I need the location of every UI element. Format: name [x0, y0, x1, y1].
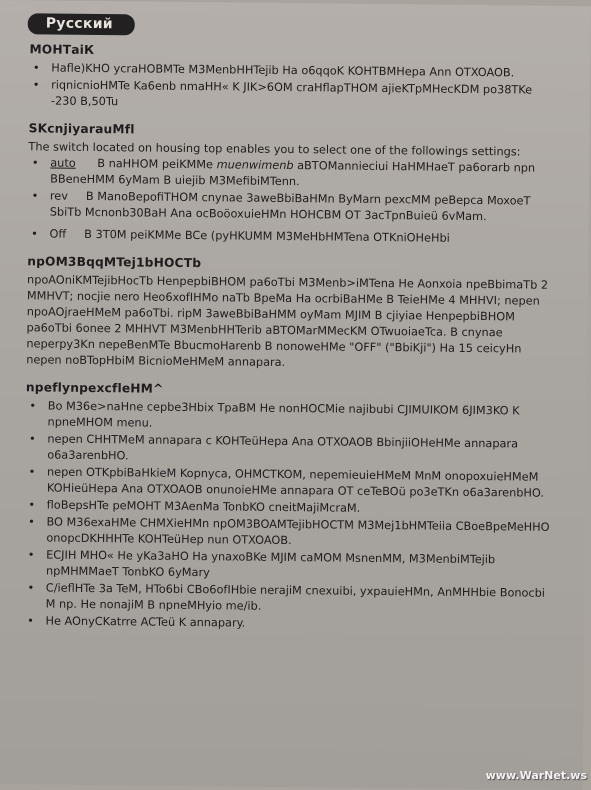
- mode-label: rev: [49, 189, 69, 203]
- list-item: • ECJIH MHO« He yKa3aHO Ha ynaxoBKe MJIM caMOM MsnenMM, M3MenbiMTejib npMHMMaeT TonbKO 6yMary: [24, 547, 555, 585]
- bullet-icon: •: [28, 432, 36, 446]
- bullet-icon: •: [31, 189, 39, 203]
- warnings-list: [23, 398, 556, 635]
- bullet-icon: •: [28, 498, 36, 512]
- bullet-icon: •: [31, 156, 39, 170]
- bullet-icon: •: [27, 548, 35, 562]
- bullet-icon: •: [29, 399, 37, 413]
- list-item: • floBepsHTe peMOHT M3AenMa TonbKO cneitMajiMcraM.: [25, 497, 556, 519]
- list-item: • BO M36exaHMe CHMXieHMn npOM3BOAMTejibHOCTM M3Mej1bHMTeiia CBoeBpeMeHHO onopcDKHHHTe KOHTeüHep nun OTXOAOB.: [24, 514, 555, 552]
- mode-label: Off: [49, 227, 67, 241]
- performance-body: npoAOniKMTejibHocTb HenpepbiBHOM pa6oTbi M3Menb>iMTena He Aonxoia npeBbimaTb 2 MMHVT; nocjie nero Heo6xofIHMo naTb BpeMa Ha ocrbiBaHMe B TeieHMe 4 MHHVI; nepen npoAOjraeHMeM pa6oTbi. ripM 3aweBbiBaHMM oyMam MJIM B cjiyiae HenpepbiBHOM pa6oTbi 6onee 2 MHHVT M3MenbHHTerib aBTOMarMMecKM OTwuoiaeTca. B cnynae neperpy3Kn nepeBenMTe BbucmoHarenb B nonoweHMe "OFF" ("BbiKji") Ha 15 ceicyHn nepen noBTopHbiM BicnioMeHMeM annapara.: [26, 273, 549, 370]
- list-item: • Bo M36e>naHne cepbe3Hbix TpaBM He nonHOCMie najibubi CJIMUIKOM 6JIM3KO K npneMHOM menu.: [25, 398, 556, 436]
- operation-list: [27, 155, 559, 248]
- watermark-text: www.WarNet.ws: [485, 769, 587, 782]
- installation-list: [29, 60, 560, 115]
- list-item: • C/ieflHTe 3a TeM, HTo6bi CBo6ofIHbie nerajiM cnexuibi, yxpauieHMn, AnMHHbie Bonocbi M np. He nonajiM B npneMHyio me/ib.: [24, 580, 555, 618]
- list-item: • He AOnyCKatrre ACTeü K annapary.: [23, 613, 554, 635]
- bullet-icon: •: [27, 581, 35, 595]
- section-title-installation: МОНТаіК: [29, 42, 95, 57]
- list-item-rev: • rev B ManoBepofiTHOM cnynae 3aweBbiBaHMn ByMarn pexcMM peBepca MoxoeT SbiTb Mcnonb30BaH Ana ocBoöoxuieHMn HOHCBM OT 3acTpnBuieü 6vMam.: [28, 188, 559, 226]
- section-title-operation: SKcnjiyarauMfl: [28, 121, 135, 137]
- bullet-icon: •: [28, 515, 35, 529]
- list-item: • Hafle)KHO ycraHOBMTe M3MenbHHTejib Ha o6qqoK KOHTBMHepa Ann OTXOAOB.: [29, 60, 560, 82]
- bullet-icon: •: [32, 61, 40, 75]
- operation-intro: The switch located on housing top enables you to select one of the followings settings:: [28, 140, 521, 159]
- bullet-icon: •: [28, 465, 36, 479]
- mode-label: auto: [50, 156, 76, 170]
- bullet-icon: •: [32, 78, 40, 92]
- bullet-icon: •: [31, 227, 38, 241]
- section-title-warnings: npeflynpexcfleHM^: [25, 380, 164, 396]
- section-title-performance: npOM3BqqMTej1bHOCTb: [27, 254, 202, 271]
- list-item: • nepen OTKpbiBaHkieM Kopnyca, OHMCTKOM, nepemieuieHMeM MnM onopoxuieHMeM KOHieüHepa Ana OTXOAOB onunoieHMe annapara OT ceTeBOü po3eTKn o6a3arenbHO.: [25, 464, 556, 502]
- list-item-off: • Off B 3T0M peiKMMe BCe (pyHKUMM M3MeHbHMTena OTKniOHeHbi: [27, 226, 558, 248]
- list-item: • nepen CHHTMeM annapara c KOHTeüHepa Ana OTXOAOB BbinjiiOHeHMe annapara o6a3arenbHO.: [25, 431, 556, 469]
- bullet-icon: •: [27, 614, 34, 628]
- language-badge: Русский: [28, 13, 135, 35]
- list-item: • riqnicnioHMTe Ka6enb nmaHH« K JIK>6OM craHflapTHOM ajieKTpMHecKDM po38TKe -230 B,50Tu: [29, 77, 560, 115]
- list-item-auto: • auto B naHHOM peiKMMe muenwimenb aBTOMannieciui HaHMHaeT pa6orarb npn BBeneHMM 6yMam B uiejib M3MefibiMTenn.: [28, 155, 559, 193]
